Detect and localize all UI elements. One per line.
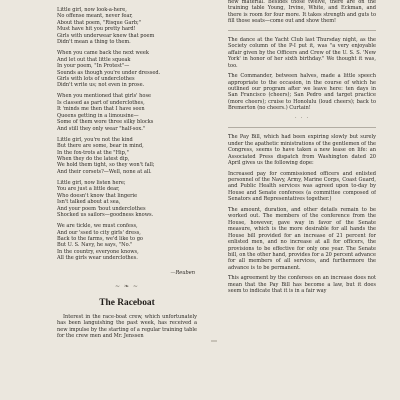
training-table-paragraph: new material. Besides those twelve, there are on the training table Young, Irvine, White, and Eckman, and there is room for four more. It takes strength and guts to fill those seats—come out and show them!	[228, 0, 376, 25]
ornament-divider: ~ ❧ ~	[115, 283, 139, 291]
poem-stanza	[57, 223, 197, 262]
poem-line: Little girl, now listen here;	[57, 179, 126, 186]
poem-line: Didn't mean a thing to them.	[57, 39, 131, 46]
poem-line: Girls with underwear knew that poem	[57, 32, 155, 39]
raceboat-article	[57, 314, 197, 340]
poem-line: When you came back the next week	[57, 50, 149, 57]
poem-line: And our 'ssed to city girls' dress,	[57, 229, 141, 236]
poem-stanza	[57, 50, 197, 89]
left-column	[57, 0, 197, 400]
poem-line: Some of them wore three silky blocks	[57, 119, 154, 126]
poem-line: When they do the latest dip,	[57, 156, 130, 163]
poem-line: And their corsets?—Well, none at all.	[57, 168, 152, 175]
poem-line: Little girl, you're not the kind	[57, 136, 133, 143]
pay-bill-article	[228, 134, 376, 294]
dance-paragraph: The dance at the Yacht Club last Thursday night, as the Society column of the P-I put it, was "a very enjoyable affair given by the Officers and Crew of the U. S. S. 'New York' in honor of her sixth birthday." We thought it was, too.	[228, 36, 376, 69]
poem-stanza	[57, 7, 197, 46]
poem-line: Little girl, now look-a-here,	[57, 7, 127, 13]
poem-line: Girls with lots of underclothes	[57, 76, 135, 83]
poem-line: In the country, everyone knows,	[57, 248, 139, 255]
poem-line: Sounds as though you're under dressed.	[57, 69, 161, 76]
poem-line: Shocked us sailors—goodness knows.	[57, 212, 154, 219]
poem-line: And let out that little squeak	[57, 56, 131, 63]
poem-line: Isn't talked about at sea,	[57, 199, 121, 206]
poem-line: We hold them tight, so they won't fall;	[57, 162, 155, 169]
poem-line: But there are some, bear in mind,	[57, 143, 144, 150]
poem-line: Queens getting in a limousine—	[57, 112, 139, 119]
poem-line: Back to the farms, we'd like to go	[57, 236, 143, 242]
dance-article	[228, 37, 376, 112]
poem-line: But U. S. Navy, he says, "No."	[57, 242, 133, 249]
poem	[57, 0, 197, 262]
poem-line: About that poem, "Risque Garb;"	[57, 19, 142, 26]
right-column	[228, 0, 376, 400]
poem-line: And still they only wear "half-sox."	[57, 125, 146, 132]
section-rule	[228, 30, 376, 31]
section-dots: · · ·	[294, 114, 310, 122]
poem-line: In the fox-trots at the "Hip,"	[57, 149, 129, 156]
poem-line: In your poem, "In Protest"—	[57, 63, 130, 70]
section-rule	[228, 127, 376, 128]
pay-bill-paragraph: The amount, duration, and other details remain to be worked out. The members of the conference from the House, however, gave way in favor of the Senate measure, which is the more desirable for all hands the House bill provided for an increase of 21 percent for enlisted men, and no increase at all for officers, the provisions to be effective for only one year. The Senate bill, on the other hand, provides for a 20 percent advance for all members of all services, and furthermore the advance is to be permanent.	[228, 206, 376, 271]
poem-line: Who doesn't know that lingerie	[57, 192, 138, 199]
poem-line: We are tickle, we must confess,	[57, 223, 138, 230]
poem-line: You are just a little dear,	[57, 186, 120, 193]
raceboat-heading: The Raceboat	[99, 297, 155, 308]
poem-line: And your poem 'bout underclothes	[57, 205, 146, 212]
poem-stanza	[57, 93, 197, 132]
dance-paragraph: The Commander, between halves, made a little speech appropriate to the occasion, in the course of which he outlined our program after we leave here: ten days in San Francisco (cheers); San Pedro and target practice (more cheers); cruise to Honolulu (loud cheers); back to Bremerton (no cheers.) Curtain!	[228, 73, 376, 112]
poem-line: All the girls wear underclothes.	[57, 255, 138, 262]
pay-bill-paragraph: The Pay Bill, which had been expiring slowly but surely under the apathetic ministrations of the gentlemen of the Congress, seems to have taken a new lease on life: an Associated Press dispatch from Washington dated 20 April gives us the following dope:	[228, 134, 376, 167]
gutter-mark	[211, 340, 217, 342]
raceboat-paragraph: Interest in the race-boat crew, which unfortunately has been languishing the past week, has received a new impulse by the starting of a regular training table for the crew men and Mr. Jenssen	[57, 313, 197, 340]
pay-bill-paragraph: Increased pay for commissioned officers and enlisted personnel of the Navy, Army, Marine Corps, Coast Guard, and Public Health services was agreed upon to-day by House and Senate conferees (a committee composed of Senators and Representatives together.)	[228, 170, 376, 203]
training-table-article	[228, 0, 376, 25]
poem-line: It 'minds me then that I have seen	[57, 106, 145, 113]
poem-line: When you mentioned that girls' hose	[57, 93, 152, 100]
poem-line: Must have hit you pretty hard!	[57, 26, 136, 33]
poem-stanza	[57, 180, 197, 219]
poem-line: Is classed as part of underclothes,	[57, 99, 145, 106]
poem-stanza	[57, 137, 197, 176]
pay-bill-paragraph: This agreement by the conferees on an increase does not mean that the Pay Bill has become a law, but it does seem to indicate that it is in a fair way	[228, 275, 376, 295]
poem-line: Didn't write us; not even in prose.	[57, 82, 145, 89]
poem-signoff: —Reuben	[170, 269, 195, 276]
poem-line: No offense meant, never fear,	[57, 13, 133, 20]
